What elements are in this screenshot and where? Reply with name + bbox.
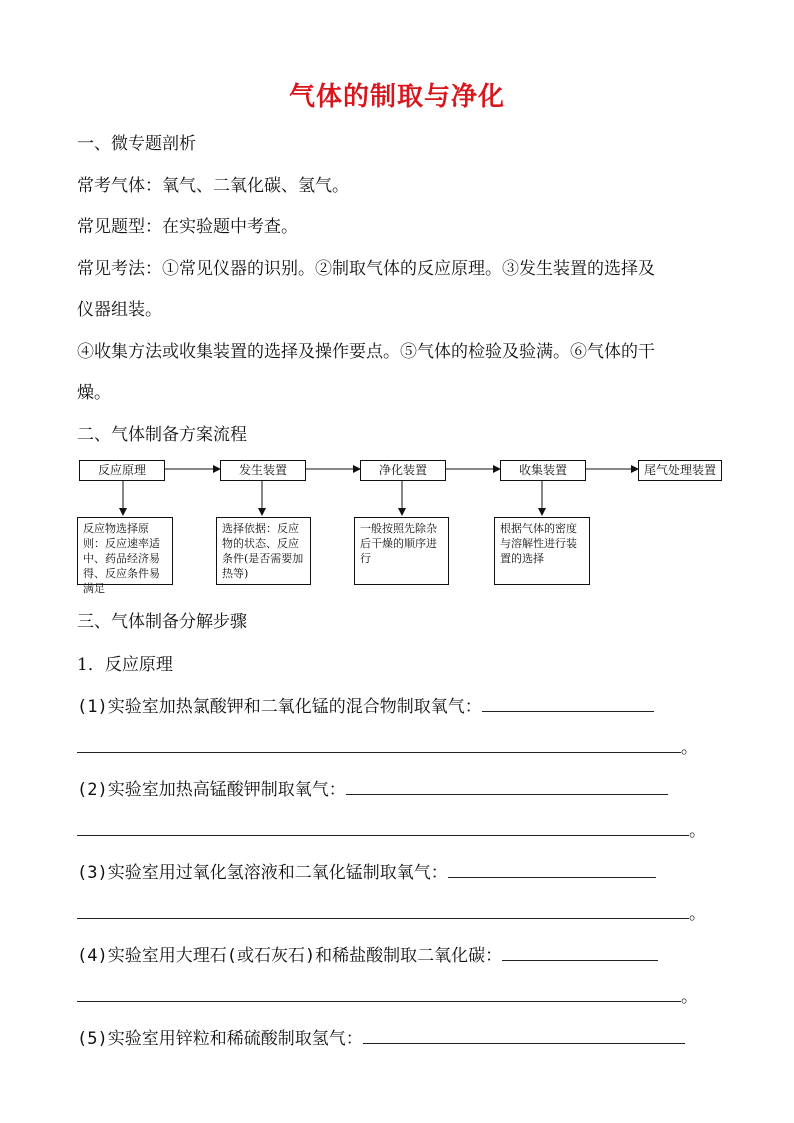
question-4-text: (4)实验室用大理石(或石灰石)和稀盐酸制取二氧化碳：	[77, 946, 503, 966]
period-4: 。	[681, 987, 698, 1007]
answer-blank-4a[interactable]	[502, 946, 658, 961]
methods-line-3: ④收集方法或收集装置的选择及操作要点。⑤气体的检验及验满。⑥气体的干	[77, 342, 655, 362]
flow-step-exhaust: 尾气处理装置	[638, 460, 722, 481]
question-4-cont	[77, 982, 698, 1007]
question-1	[77, 692, 654, 717]
answer-blank-2a[interactable]	[346, 780, 668, 795]
flow-step-reaction: 反应原理	[79, 460, 165, 481]
methods-line-2: 仪器组装。	[77, 300, 162, 320]
question-3-cont	[77, 899, 706, 924]
period-1: 。	[681, 738, 698, 758]
flow-step-generation: 发生装置	[220, 460, 306, 481]
detail-purification: 一般按照先除杂后干燥的顺序进行	[354, 517, 449, 585]
flow-step-purification: 净化装置	[360, 460, 446, 481]
question-5-text: (5)实验室用锌粒和稀硫酸制取氢气：	[77, 1029, 363, 1049]
period-3: 。	[689, 904, 706, 924]
section3-heading: 三、气体制备分解步骤	[77, 612, 247, 632]
question-4	[77, 941, 658, 966]
question-2-cont	[77, 816, 706, 841]
methods-line-1: 常见考法：①常见仪器的识别。②制取气体的反应原理。③发生装置的选择及	[77, 259, 655, 279]
question-3-text: (3)实验室用过氧化氢溶液和二氧化锰制取氧气：	[77, 863, 448, 883]
section1-heading: 一、微专题剖析	[77, 134, 196, 154]
question-1-cont	[77, 733, 698, 758]
methods-line-4: 燥。	[77, 383, 111, 403]
common-gases: 常考气体：氧气、二氧化碳、氢气。	[77, 176, 349, 196]
answer-blank-4b[interactable]	[77, 987, 681, 1002]
flow-step-collection: 收集装置	[500, 460, 586, 481]
subsection-reaction-principle: 1．反应原理	[77, 655, 173, 675]
question-2-text: (2)实验室加热高锰酸钾制取氧气：	[77, 780, 346, 800]
answer-blank-5a[interactable]	[363, 1029, 685, 1044]
question-2	[77, 775, 668, 800]
answer-blank-2b[interactable]	[77, 821, 689, 836]
detail-generation: 选择依据：反应物的状态、反应条件(是否需要加热等)	[216, 517, 311, 585]
answer-blank-1b[interactable]	[77, 738, 681, 753]
section2-heading: 二、气体制备方案流程	[77, 425, 247, 445]
page-title: 气体的制取与净化	[288, 82, 505, 112]
question-1-text: (1)实验室加热氯酸钾和二氧化锰的混合物制取氧气：	[77, 697, 482, 717]
detail-reaction: 反应物选择原则：反应速率适中、药品经济易得、反应条件易满足	[77, 517, 173, 585]
question-types: 常见题型：在实验题中考查。	[77, 217, 298, 237]
answer-blank-1a[interactable]	[482, 697, 654, 712]
answer-blank-3b[interactable]	[77, 904, 689, 919]
question-3	[77, 858, 656, 883]
detail-collection: 根据气体的密度与溶解性进行装置的选择	[494, 517, 590, 585]
period-2: 。	[689, 821, 706, 841]
question-5	[77, 1024, 685, 1049]
answer-blank-3a[interactable]	[448, 863, 656, 878]
